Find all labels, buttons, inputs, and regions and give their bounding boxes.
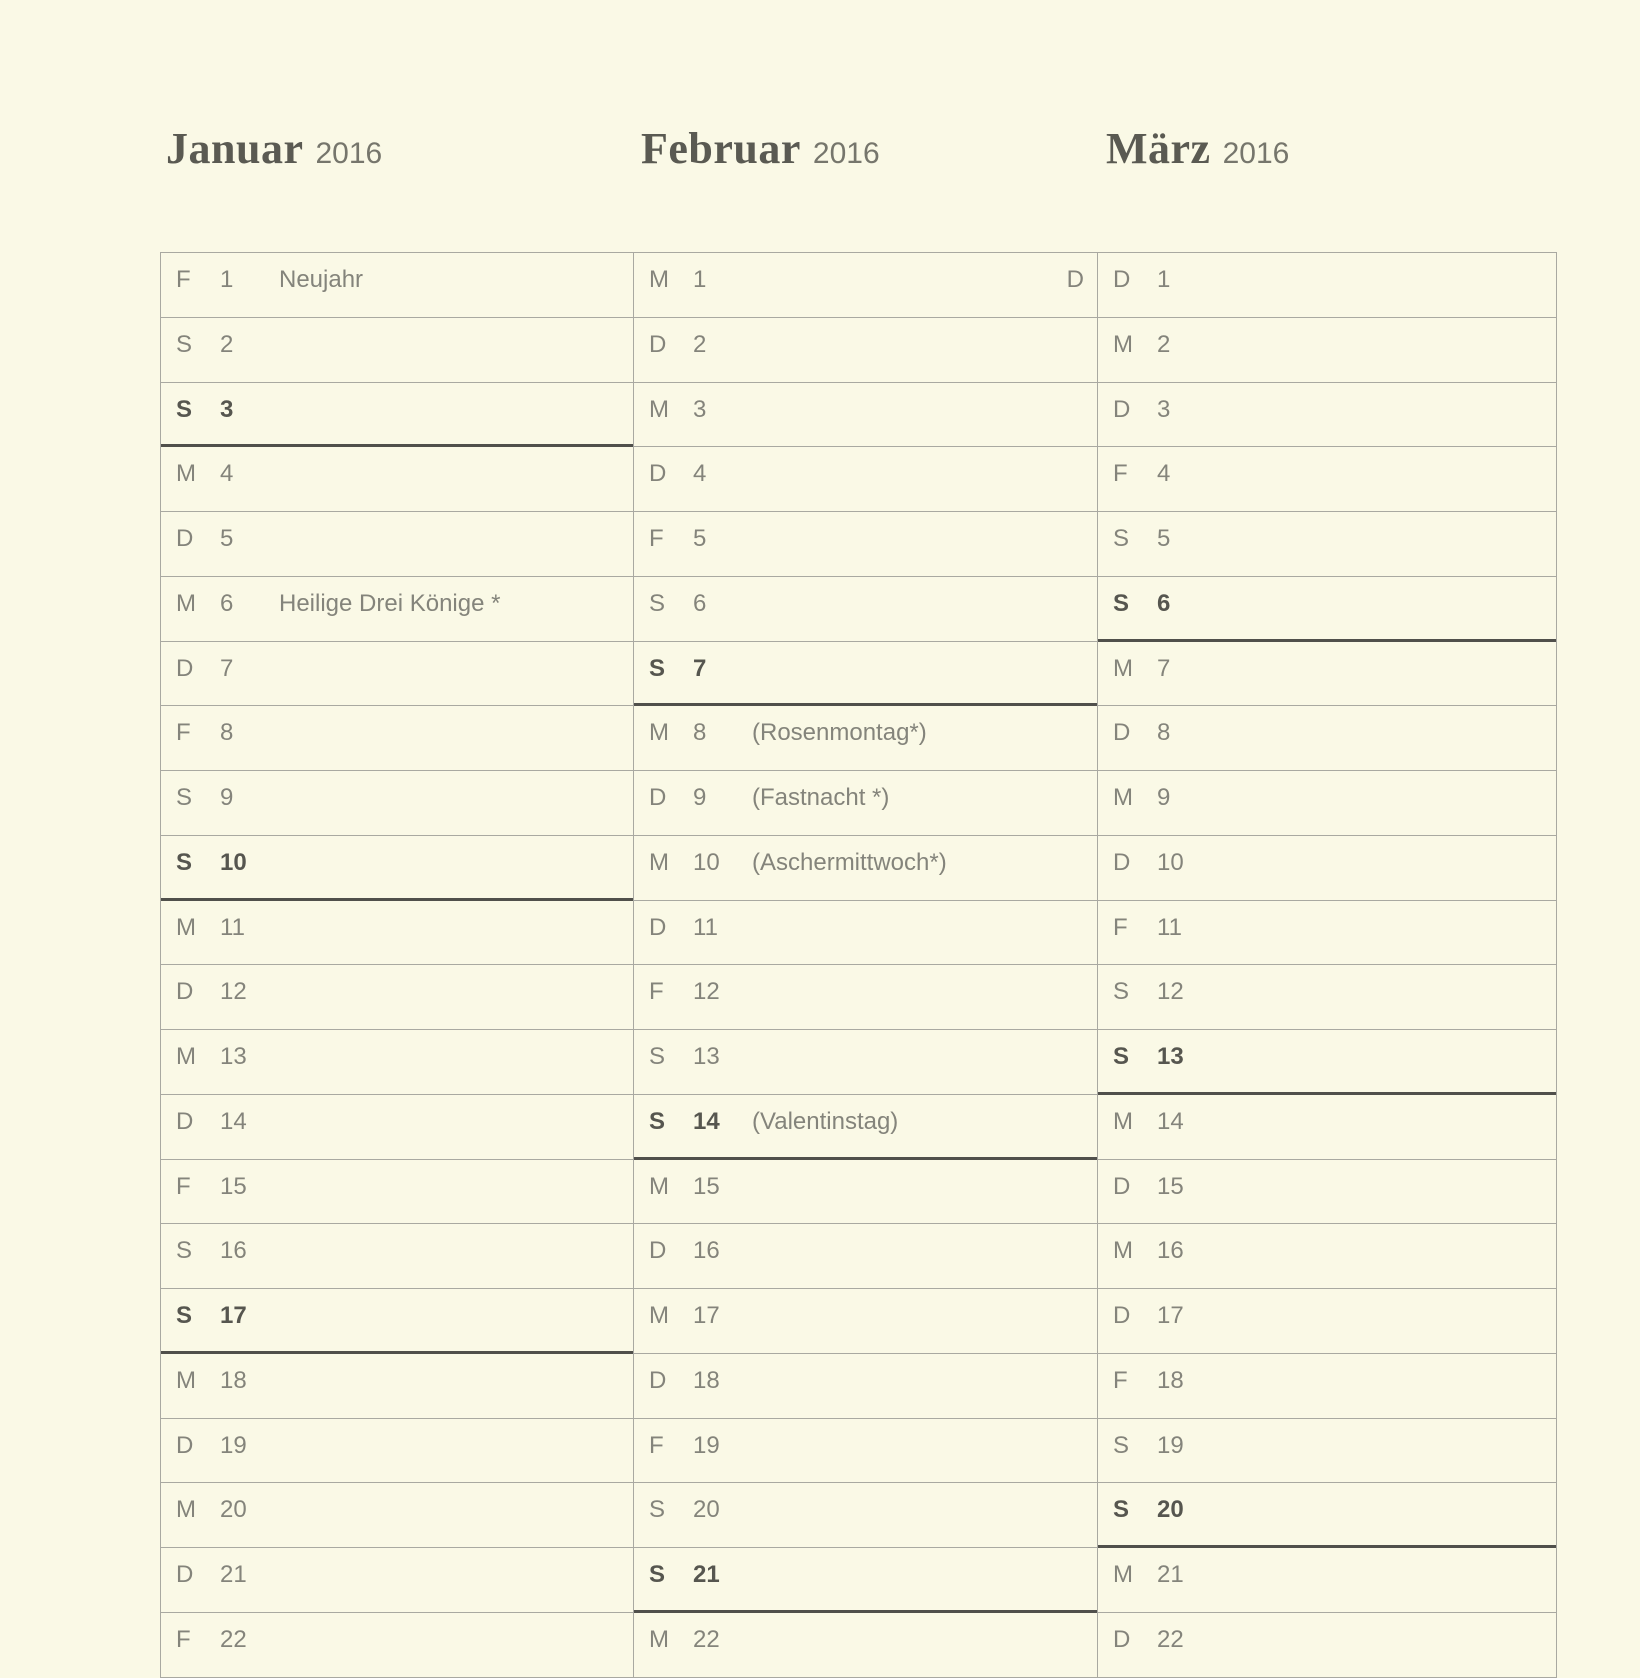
day-letter: S [1113, 589, 1130, 617]
day-row [1098, 383, 1556, 448]
month-column-februar [633, 252, 1097, 1678]
day-letter: S [649, 1107, 666, 1135]
day-letter: D [1113, 719, 1131, 747]
day-row [161, 577, 633, 642]
day-letter: S [176, 1237, 193, 1265]
day-row [161, 642, 633, 707]
day-letter: S [1113, 1496, 1130, 1524]
holiday-label: (Rosenmontag*) [752, 719, 927, 747]
day-letter: S [1113, 978, 1130, 1006]
day-row [634, 383, 1097, 448]
day-letter: D [649, 913, 667, 941]
day-letter: M [176, 589, 196, 617]
day-letter: M [1113, 1561, 1133, 1588]
day-letter: D [649, 1237, 667, 1265]
day-letter: S [1113, 1043, 1130, 1070]
day-row [1098, 1548, 1556, 1613]
day-row [1098, 253, 1556, 318]
month-column-januar [160, 252, 633, 1678]
day-letter: M [1113, 784, 1133, 811]
day-number: 6 [220, 589, 234, 617]
day-number: 6 [693, 589, 707, 617]
day-row [161, 383, 633, 448]
day-row [161, 1289, 633, 1354]
day-number: 1 [220, 266, 234, 293]
day-letter: D [1113, 1302, 1131, 1329]
day-row [161, 1224, 633, 1289]
day-letter: F [1113, 1366, 1128, 1394]
day-number: 12 [220, 978, 247, 1006]
day-number: 19 [693, 1431, 720, 1459]
day-row [634, 1030, 1097, 1095]
day-number: 5 [693, 525, 707, 552]
day-row [161, 836, 633, 901]
day-row [1098, 1613, 1556, 1678]
day-row [634, 1548, 1097, 1613]
day-letter: M [649, 1172, 669, 1200]
day-row [634, 1419, 1097, 1484]
day-letter: F [649, 525, 664, 552]
day-row [161, 965, 633, 1030]
day-letter: D [649, 784, 667, 811]
month-header-maerz [1106, 124, 1290, 173]
day-row [161, 1160, 633, 1225]
day-letter: M [1113, 330, 1133, 358]
holiday-label: (Aschermittwoch*) [752, 848, 947, 876]
day-letter: S [176, 1302, 193, 1329]
day-number: 11 [1157, 913, 1182, 941]
day-number: 8 [693, 719, 707, 747]
holiday-label: Heilige Drei Könige * [279, 589, 501, 617]
day-row [1098, 1289, 1556, 1354]
day-number: 17 [693, 1302, 720, 1329]
day-row [161, 1613, 633, 1678]
day-row [161, 901, 633, 966]
day-letter: M [649, 266, 669, 293]
month-header-februar [641, 124, 880, 173]
holiday-label: Neujahr [279, 266, 364, 293]
day-letter: S [176, 395, 193, 423]
day-letter: M [176, 1496, 196, 1524]
day-number: 10 [693, 848, 720, 876]
day-number: 13 [693, 1043, 720, 1070]
day-row [634, 318, 1097, 383]
day-number: 7 [1157, 654, 1171, 682]
day-row [161, 1419, 633, 1484]
day-number: 15 [1157, 1172, 1184, 1200]
day-letter: M [1113, 1107, 1133, 1135]
day-letter: S [1113, 1431, 1130, 1459]
day-row [1098, 1483, 1556, 1548]
day-letter: S [176, 848, 193, 876]
day-letter: F [176, 719, 191, 747]
day-number: 3 [693, 395, 707, 423]
day-number: 15 [693, 1172, 720, 1200]
month-name: März [1106, 124, 1211, 173]
day-number: 5 [220, 525, 234, 552]
day-number: 16 [693, 1237, 720, 1265]
day-number: 21 [693, 1561, 720, 1588]
day-row [634, 901, 1097, 966]
month-year: 2016 [315, 137, 383, 170]
month-year: 2016 [1222, 137, 1290, 170]
day-letter: F [649, 978, 664, 1006]
day-number: 20 [1157, 1496, 1184, 1524]
day-row [634, 1289, 1097, 1354]
day-number: 3 [1157, 395, 1171, 423]
country-marker: D [1066, 266, 1084, 293]
day-row [634, 1160, 1097, 1225]
day-row [1098, 512, 1556, 577]
day-letter: D [1113, 395, 1131, 423]
holiday-label: (Fastnacht *) [752, 784, 890, 811]
day-letter: D [176, 978, 194, 1006]
day-row [1098, 447, 1556, 512]
month-column-maerz [1097, 252, 1557, 1678]
day-number: 1 [1157, 266, 1171, 293]
day-letter: D [1113, 848, 1131, 876]
day-number: 10 [1157, 848, 1184, 876]
day-letter: D [176, 525, 194, 552]
day-row [634, 1354, 1097, 1419]
day-row [634, 1613, 1097, 1678]
holiday-label: (Valentinstag) [752, 1107, 899, 1135]
day-row [634, 253, 1097, 318]
month-name: Januar [166, 124, 304, 173]
day-row [1098, 1419, 1556, 1484]
day-letter: M [649, 1625, 669, 1653]
day-row [161, 1095, 633, 1160]
day-letter: D [649, 330, 667, 358]
day-row [1098, 1354, 1556, 1419]
day-row [1098, 965, 1556, 1030]
day-letter: S [649, 1496, 666, 1524]
day-number: 5 [1157, 525, 1171, 552]
day-number: 18 [1157, 1366, 1184, 1394]
day-row [161, 1030, 633, 1095]
day-letter: S [176, 784, 193, 811]
day-row [161, 447, 633, 512]
day-number: 16 [1157, 1237, 1184, 1265]
day-letter: D [176, 654, 194, 682]
day-letter: D [1113, 266, 1131, 293]
month-header-januar [166, 124, 383, 173]
day-letter: F [176, 1172, 191, 1200]
day-number: 12 [1157, 978, 1184, 1006]
day-row [1098, 901, 1556, 966]
day-number: 9 [693, 784, 707, 811]
day-row [161, 771, 633, 836]
day-row [1098, 836, 1556, 901]
day-number: 22 [693, 1625, 720, 1653]
day-row [1098, 1160, 1556, 1225]
day-number: 10 [220, 848, 247, 876]
day-letter: D [1113, 1625, 1131, 1653]
day-number: 16 [220, 1237, 247, 1265]
month-year: 2016 [812, 137, 880, 170]
day-row [1098, 1224, 1556, 1289]
day-letter: D [649, 1366, 667, 1394]
day-row [1098, 1095, 1556, 1160]
day-number: 3 [220, 395, 234, 423]
day-number: 12 [693, 978, 720, 1006]
day-letter: M [649, 719, 669, 747]
day-row [161, 1483, 633, 1548]
day-number: 13 [1157, 1043, 1184, 1070]
day-letter: S [649, 654, 666, 682]
day-row [634, 642, 1097, 707]
day-letter: S [649, 1043, 666, 1070]
day-number: 1 [693, 266, 707, 293]
day-number: 22 [1157, 1625, 1184, 1653]
day-number: 19 [220, 1431, 247, 1459]
day-letter: M [176, 1043, 196, 1070]
day-row [634, 771, 1097, 836]
day-letter: D [176, 1431, 194, 1459]
day-row [634, 512, 1097, 577]
day-number: 17 [220, 1302, 247, 1329]
day-row [634, 706, 1097, 771]
day-letter: M [649, 848, 669, 876]
day-row [161, 318, 633, 383]
day-letter: F [1113, 913, 1128, 941]
day-number: 14 [1157, 1107, 1184, 1135]
day-letter: D [176, 1561, 194, 1588]
day-letter: M [1113, 654, 1133, 682]
day-number: 20 [693, 1496, 720, 1524]
day-number: 15 [220, 1172, 247, 1200]
day-row [1098, 771, 1556, 836]
day-number: 13 [220, 1043, 247, 1070]
day-number: 21 [220, 1561, 247, 1588]
day-letter: M [176, 460, 196, 488]
day-letter: M [649, 395, 669, 423]
day-letter: D [176, 1107, 194, 1135]
day-row [634, 577, 1097, 642]
day-row [634, 447, 1097, 512]
day-number: 20 [220, 1496, 247, 1524]
day-letter: M [176, 913, 196, 941]
day-number: 4 [1157, 460, 1171, 488]
day-number: 6 [1157, 589, 1171, 617]
day-row [161, 512, 633, 577]
day-number: 14 [220, 1107, 247, 1135]
day-number: 18 [693, 1366, 720, 1394]
day-row [1098, 1030, 1556, 1095]
day-row [161, 253, 633, 318]
day-letter: M [649, 1302, 669, 1329]
day-row [634, 965, 1097, 1030]
day-number: 11 [220, 913, 245, 941]
day-number: 2 [693, 330, 707, 358]
day-number: 18 [220, 1366, 247, 1394]
day-letter: M [176, 1366, 196, 1394]
day-number: 19 [1157, 1431, 1184, 1459]
day-letter: F [176, 266, 191, 293]
day-number: 21 [1157, 1561, 1184, 1588]
day-row [1098, 706, 1556, 771]
day-letter: D [1113, 1172, 1131, 1200]
day-number: 7 [220, 654, 234, 682]
day-number: 7 [693, 654, 707, 682]
day-letter: S [1113, 525, 1130, 552]
day-number: 8 [1157, 719, 1171, 747]
day-row [1098, 577, 1556, 642]
day-row [1098, 642, 1556, 707]
day-row [1098, 318, 1556, 383]
day-number: 14 [693, 1107, 720, 1135]
day-letter: S [649, 589, 666, 617]
day-letter: F [649, 1431, 664, 1459]
day-letter: S [649, 1561, 666, 1588]
day-number: 4 [693, 460, 707, 488]
day-letter: F [176, 1625, 191, 1653]
day-row [634, 836, 1097, 901]
day-row [634, 1095, 1097, 1160]
day-row [161, 1354, 633, 1419]
day-letter: F [1113, 460, 1128, 488]
day-number: 17 [1157, 1302, 1184, 1329]
day-number: 11 [693, 913, 718, 941]
day-number: 8 [220, 719, 234, 747]
day-number: 22 [220, 1625, 247, 1653]
day-row [161, 1548, 633, 1613]
day-row [161, 706, 633, 771]
day-row [634, 1224, 1097, 1289]
day-number: 4 [220, 460, 234, 488]
day-number: 2 [1157, 330, 1171, 358]
day-letter: D [649, 460, 667, 488]
day-number: 9 [220, 784, 234, 811]
day-row [634, 1483, 1097, 1548]
day-letter: S [176, 330, 193, 358]
day-letter: M [1113, 1237, 1133, 1265]
day-number: 2 [220, 330, 234, 358]
day-number: 9 [1157, 784, 1171, 811]
month-name: Februar [641, 124, 801, 173]
